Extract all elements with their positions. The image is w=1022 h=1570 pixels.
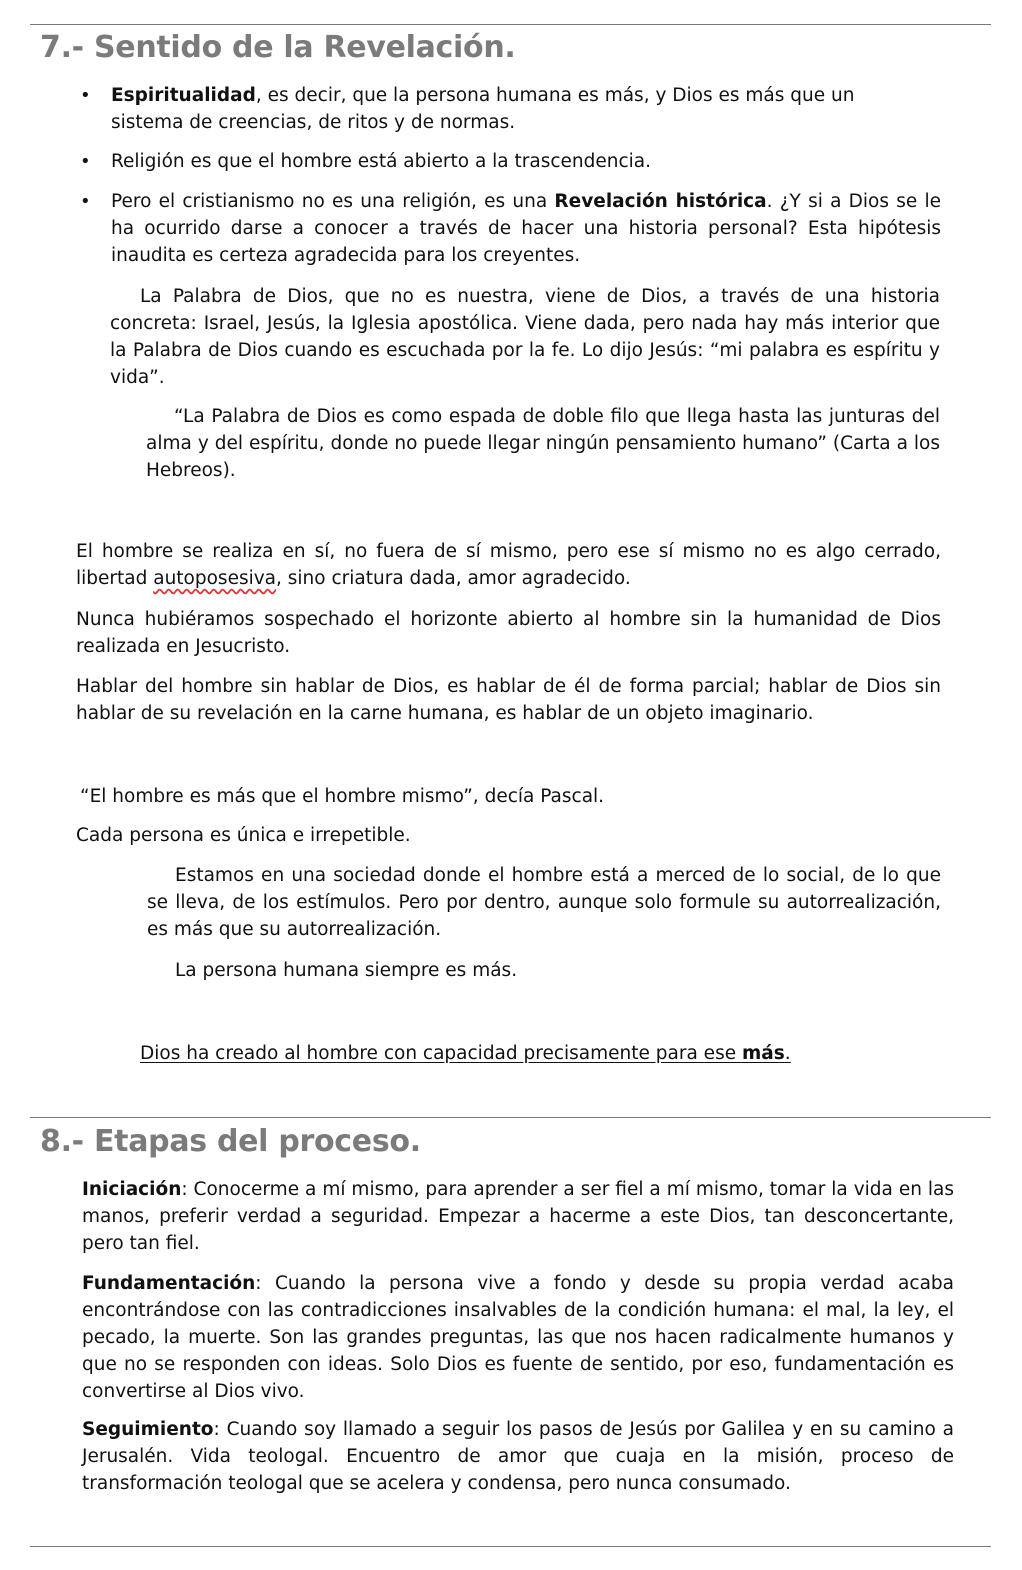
para-unica: Cada persona es única e irrepetible. (76, 825, 411, 846)
para-sociedad: Estamos en una sociedad donde el hombre está a merced de lo social, de lo que se lleva, de los estímulos. Pero por dentro, aunque solo formule su autorrealización, es más que su autorrealización. (147, 865, 941, 940)
bullet-espiritualidad: Espiritualidad, es decir, que la persona humana es más, y Dios es más que un sistema de creencias, de ritos y de normas. (111, 85, 855, 133)
stage-seguimiento: Seguimiento: Cuando soy llamado a seguir los pasos de Jesús por Galilea y en su camino a Jerusalén. Vida teologal. Encuentro de amor que cuaja en la misión, proceso de transformación teologal que se acelera y condensa, pero nunca consumado. (82, 1419, 954, 1494)
term-fundamentacion: Fundamentación (82, 1273, 256, 1294)
bottom-rule (30, 1546, 991, 1547)
bullet-dot: • (80, 191, 91, 212)
para-palabra-de-dios: La Palabra de Dios, que no es nuestra, viene de Dios, a través de una historia concreta: Israel, Jesús, la Iglesia apostólica. Viene dada, pero nada hay más interior que la Palabra de Dios cuando es escuchada por la fe. Lo dijo Jesús: “mi palabra es espíritu y vida”. (110, 286, 940, 388)
quote-hebreos: “La Palabra de Dios es como espada de doble filo que llega hasta las junturas del alma y del espíritu, donde no puede llegar ningún pensamiento humano” (Carta a los Hebreos). (146, 406, 940, 481)
bullet-dot: • (80, 151, 91, 172)
para-hombre-se-realiza: El hombre se realiza en sí, no fuera de sí mismo, pero ese sí mismo no es algo cerrado, libertad autoposesiva, sino criatura dada, amor agradecido. (76, 541, 941, 589)
spellcheck-word: autoposesiva (153, 568, 277, 589)
section-divider (30, 1117, 991, 1118)
term-iniciacion: Iniciación (82, 1179, 182, 1200)
bullet-dot: • (80, 85, 91, 106)
top-rule (30, 24, 991, 25)
quote-pascal: “El hombre es más que el hombre mismo”, decía Pascal. (80, 786, 605, 807)
stage-fundamentacion: Fundamentación: Cuando la persona vive a fondo y desde su propia verdad acaba encontrándose con las contradicciones insalvables de la condición humana: el mal, la ley, el pecado, la muerte. Son las grandes preguntas, las que nos hacen radicalmente humanos y que no se responden con ideas. Solo Dios es fuente de sentido, por eso, fundamentación es convertirse al Dios vivo. (82, 1273, 954, 1402)
stage-iniciacion: Iniciación: Conocerme a mí mismo, para aprender a ser fiel a mí mismo, tomar la vida en las manos, preferir verdad a seguridad. Empezar a hacerme a este Dios, tan desconcertante, pero tan fiel. (82, 1179, 954, 1254)
para-nunca: Nunca hubiéramos sospechado el horizonte abierto al hombre sin la humanidad de Dios realizada en Jesucristo. (76, 609, 941, 657)
closing-statement: Dios ha creado al hombre con capacidad precisamente para ese más. (140, 1043, 791, 1064)
bullet-cristianismo: Pero el cristianismo no es una religión, es una Revelación histórica. ¿Y si a Dios se le ha ocurrido darse a conocer a través de hacer una historia personal? Esta hipótesis inaudita es certeza agradecida para los creyentes. (111, 191, 941, 266)
term-espiritualidad: Espiritualidad (111, 85, 256, 106)
para-siempre-mas: La persona humana siempre es más. (175, 960, 518, 981)
section-7-heading: 7.- Sentido de la Revelación. (40, 30, 516, 65)
section-8-heading: 8.- Etapas del proceso. (40, 1124, 421, 1159)
term-seguimiento: Seguimiento (82, 1419, 214, 1440)
para-hablar: Hablar del hombre sin hablar de Dios, es hablar de él de forma parcial; hablar de Dios sin hablar de su revelación en la carne humana, es hablar de un objeto imaginario. (76, 676, 941, 724)
term-revelacion-historica: Revelación histórica (554, 191, 767, 212)
bullet-religion: Religión es que el hombre está abierto a la trascendencia. (111, 151, 652, 172)
